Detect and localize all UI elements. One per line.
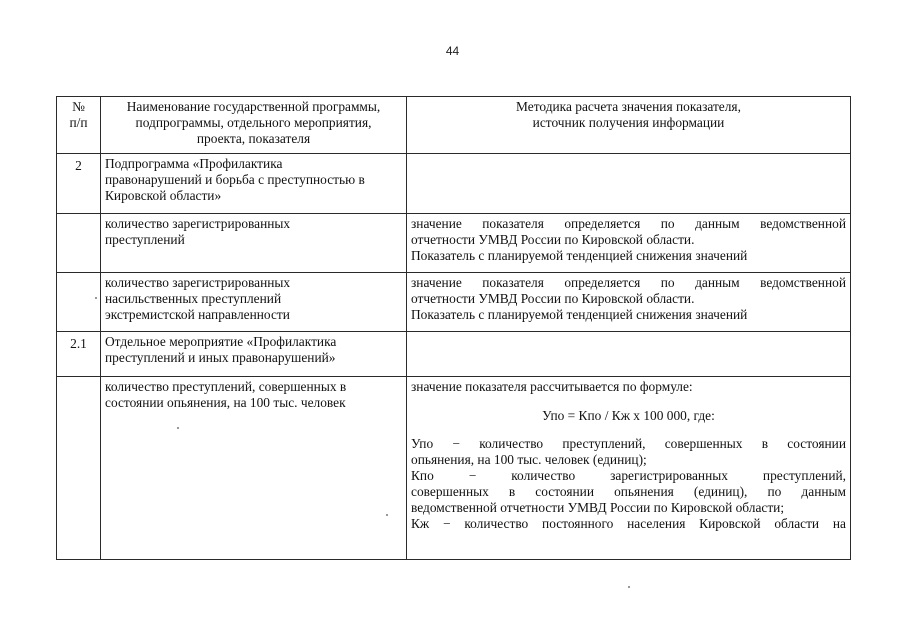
name-line: правонарушений и борьба с преступностью в bbox=[105, 172, 365, 187]
activity-name bbox=[101, 332, 407, 377]
name-line: Кировской области» bbox=[105, 188, 222, 203]
method-line: отчетности УМВД России по Кировской области. bbox=[411, 291, 695, 306]
table-row bbox=[57, 154, 851, 214]
header-name bbox=[101, 97, 407, 154]
page-number: 44 bbox=[445, 44, 460, 58]
row-number: 2.1 bbox=[57, 332, 101, 377]
name-line: количество зарегистрированных bbox=[105, 216, 291, 231]
name-line: преступлений и иных правонарушений» bbox=[105, 350, 336, 365]
indicators-table bbox=[56, 96, 851, 560]
name-line: Подпрограмма «Профилактика bbox=[105, 156, 283, 171]
subprogram-name bbox=[101, 154, 407, 214]
method-line: значение показателя определяется по данным ведомственной bbox=[411, 216, 846, 231]
row-number-empty bbox=[57, 377, 101, 560]
header-text: проекта, показателя bbox=[196, 131, 311, 146]
name-line: насильственных преступлений bbox=[105, 291, 282, 306]
table-row bbox=[57, 273, 851, 332]
name-line: экстремистской направленности bbox=[105, 307, 290, 322]
header-text: Методика расчета значения показателя, bbox=[516, 99, 741, 114]
name-line: состоянии опьянения, на 100 тыс. человек bbox=[105, 395, 346, 410]
method-line: значение показателя определяется по данным ведомственной bbox=[411, 275, 846, 290]
name-line: преступлений bbox=[105, 232, 185, 247]
header-text: п/п bbox=[69, 115, 88, 130]
name-line: количество зарегистрированных bbox=[105, 275, 291, 290]
header-method bbox=[407, 97, 851, 154]
row-number-empty bbox=[57, 273, 101, 332]
method-empty bbox=[407, 332, 851, 377]
indicator-name bbox=[101, 273, 407, 332]
row-number: 2 bbox=[57, 154, 101, 214]
scan-speck bbox=[386, 514, 388, 516]
scan-speck bbox=[628, 586, 630, 588]
indicator-name bbox=[101, 214, 407, 273]
definition-line: Кж − количество постоянного населения Кировской области на bbox=[411, 516, 846, 531]
header-number bbox=[57, 97, 101, 154]
table-row bbox=[57, 377, 851, 560]
formula: Упо = Кпо / Кж х 100 000, где: bbox=[542, 408, 715, 423]
name-line: количество преступлений, совершенных в bbox=[105, 379, 347, 394]
method-line: Показатель с планируемой тенденцией снижения значений bbox=[411, 307, 748, 322]
table-header-row bbox=[57, 97, 851, 154]
table-row bbox=[57, 214, 851, 273]
definition-line: опьянения, на 100 тыс. человек (единиц); bbox=[411, 452, 647, 467]
name-line: Отдельное мероприятие «Профилактика bbox=[105, 334, 337, 349]
definition-line: ведомственной отчетности УМВД России по Кировской области; bbox=[411, 500, 785, 515]
definition-line: совершенных в состоянии опьянения (единиц), по данным bbox=[411, 484, 846, 499]
indicator-method bbox=[407, 273, 851, 332]
table-row bbox=[57, 332, 851, 377]
definition-line: Кпо − количество зарегистрированных преступлений, bbox=[411, 468, 846, 483]
method-line: Показатель с планируемой тенденцией снижения значений bbox=[411, 248, 748, 263]
indicator-name bbox=[101, 377, 407, 560]
method-line: отчетности УМВД России по Кировской области. bbox=[411, 232, 695, 247]
scan-speck bbox=[95, 297, 97, 299]
header-text: № bbox=[72, 99, 85, 114]
method-intro: значение показателя рассчитывается по формуле: bbox=[411, 379, 693, 394]
header-text: подпрограммы, отдельного мероприятия, bbox=[135, 115, 372, 130]
indicator-method bbox=[407, 377, 851, 560]
header-text: источник получения информации bbox=[532, 115, 725, 130]
row-number-empty bbox=[57, 214, 101, 273]
scan-speck bbox=[177, 427, 179, 429]
header-text: Наименование государственной программы, bbox=[126, 99, 381, 114]
method-empty bbox=[407, 154, 851, 214]
indicator-method bbox=[407, 214, 851, 273]
definition-line: Упо − количество преступлений, совершенных в состоянии bbox=[411, 436, 846, 451]
